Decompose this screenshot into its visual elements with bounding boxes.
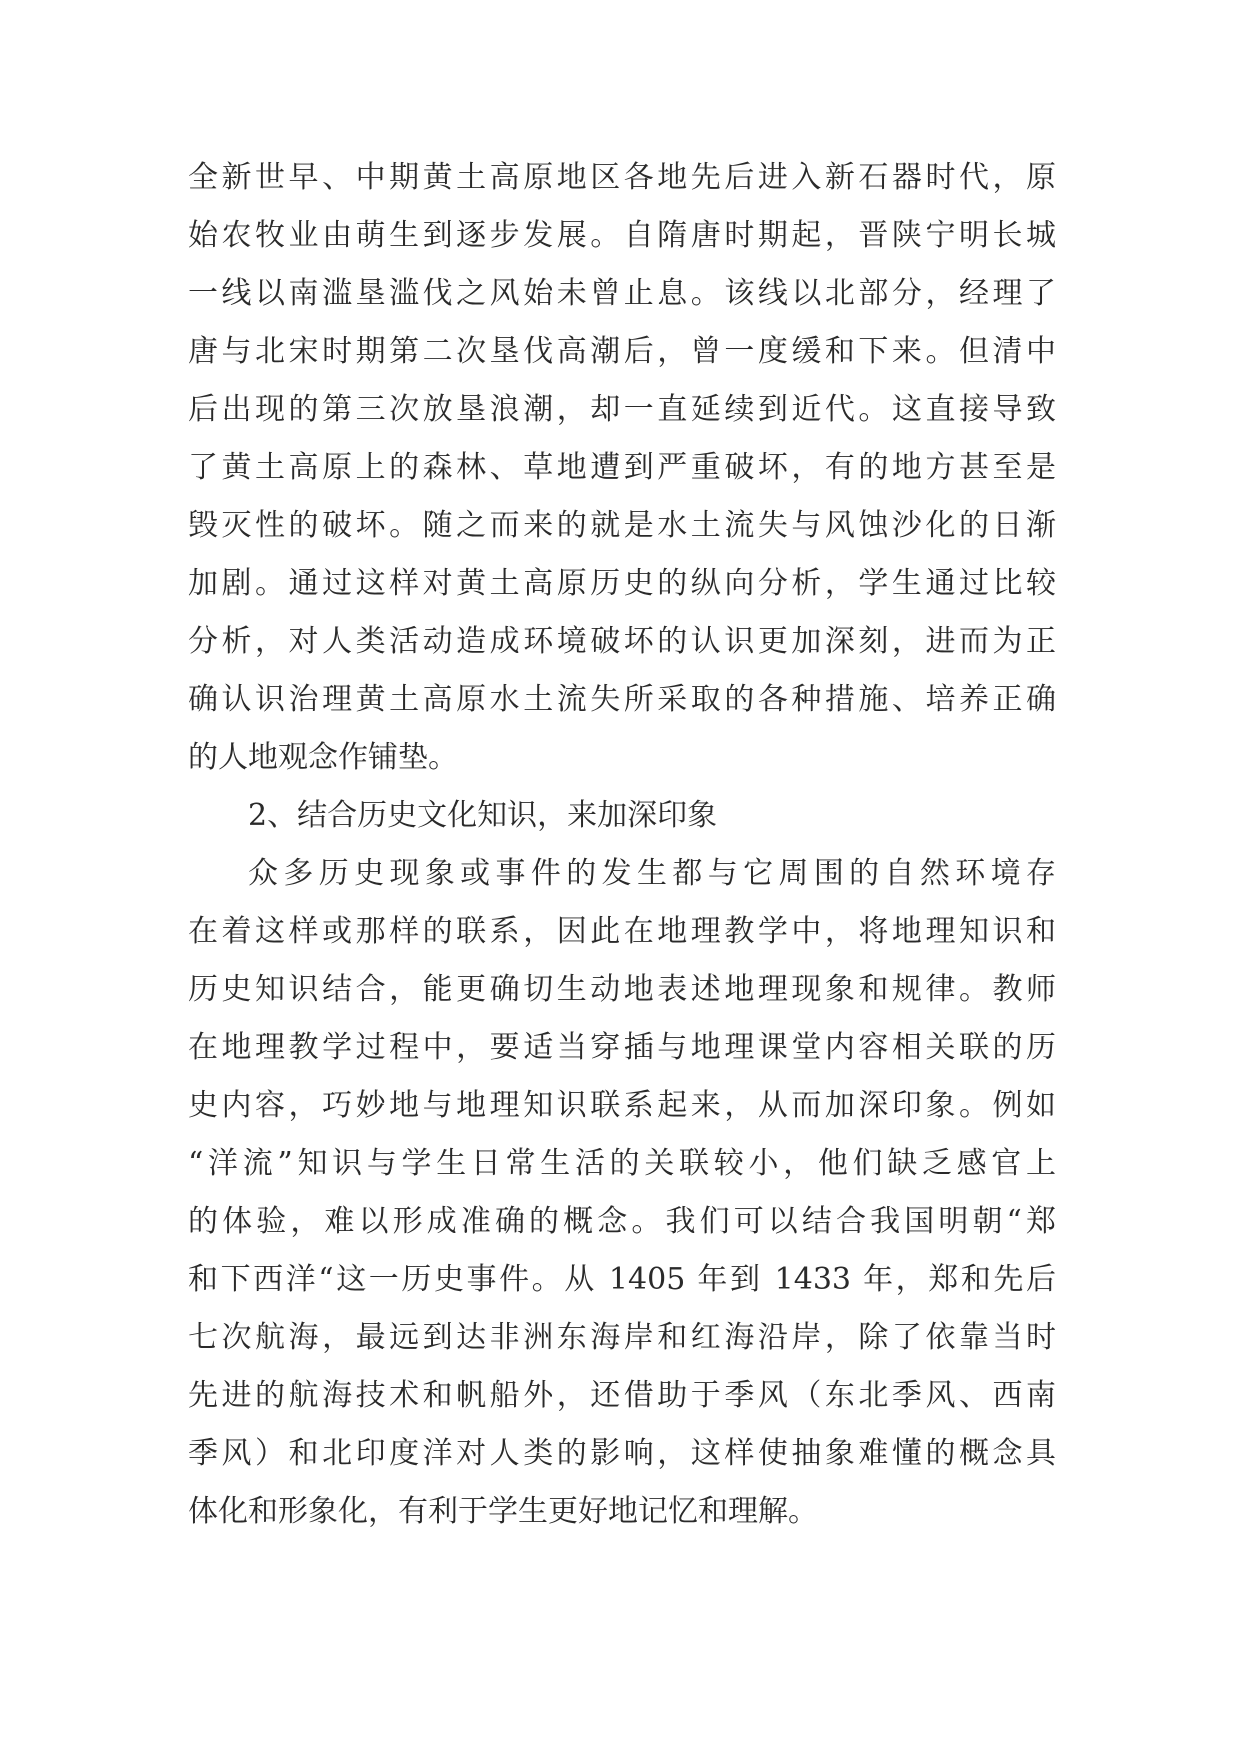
paragraph-2-line: 众多历史现象或事件的发生都与它周围的自然环境存 [248,856,1056,891]
paragraph-1-line: 始农牧业由萌生到逐步发展。自隋唐时期起，晋陕宁明长城 [188,218,1056,253]
paragraph-2-line: 的体验，难以形成准确的概念。我们可以结合我国明朝“郑 [188,1204,1056,1239]
paragraph-2-line: 季风）和北印度洋对人类的影响，这样使抽象难懂的概念具 [188,1436,1056,1471]
paragraph-2-line: 在着这样或那样的联系，因此在地理教学中，将地理知识和 [188,914,1056,949]
paragraph-1-line: 了黄土高原上的森林、草地遭到严重破坏，有的地方甚至是 [188,450,1056,485]
paragraph-1-line: 全新世早、中期黄土高原地区各地先后进入新石器时代，原 [188,160,1056,195]
paragraph-2-line: 在地理教学过程中，要适当穿插与地理课堂内容相关联的历 [188,1030,1056,1065]
paragraph-2-line: 和下西洋“这一历史事件。从 1405 年到 1433 年，郑和先后 [188,1262,1056,1297]
paragraph-1-line: 分析，对人类活动造成环境破坏的认识更加深刻，进而为正 [188,624,1056,659]
paragraph-1-line: 唐与北宋时期第二次垦伐高潮后，曾一度缓和下来。但清中 [188,334,1056,369]
paragraph-1-line: 一线以南滥垦滥伐之风始未曾止息。该线以北部分，经理了 [188,276,1056,311]
paragraph-2-line: “洋流”知识与学生日常生活的关联较小，他们缺乏感官上 [188,1146,1056,1181]
paragraph-2-line: 历史知识结合，能更确切生动地表述地理现象和规律。教师 [188,972,1056,1007]
paragraph-1-line: 加剧。通过这样对黄土高原历史的纵向分析，学生通过比较 [188,566,1056,601]
section-heading: 2、结合历史文化知识，来加深印象 [248,798,718,833]
paragraph-2-line: 七次航海，最远到达非洲东海岸和红海沿岸，除了依靠当时 [188,1320,1056,1355]
paragraph-1-line: 的人地观念作铺垫。 [188,740,458,775]
paragraph-1-line: 确认识治理黄土高原水土流失所采取的各种措施、培养正确 [188,682,1056,717]
paragraph-2-line: 体化和形象化，有利于学生更好地记忆和理解。 [188,1494,818,1529]
paragraph-1-line: 后出现的第三次放垦浪潮，却一直延续到近代。这直接导致 [188,392,1056,427]
paragraph-1-line: 毁灭性的破坏。随之而来的就是水土流失与风蚀沙化的日渐 [188,508,1056,543]
paragraph-2-line: 史内容，巧妙地与地理知识联系起来，从而加深印象。例如 [188,1088,1056,1123]
paragraph-2-line: 先进的航海技术和帆船外，还借助于季风（东北季风、西南 [188,1378,1056,1413]
